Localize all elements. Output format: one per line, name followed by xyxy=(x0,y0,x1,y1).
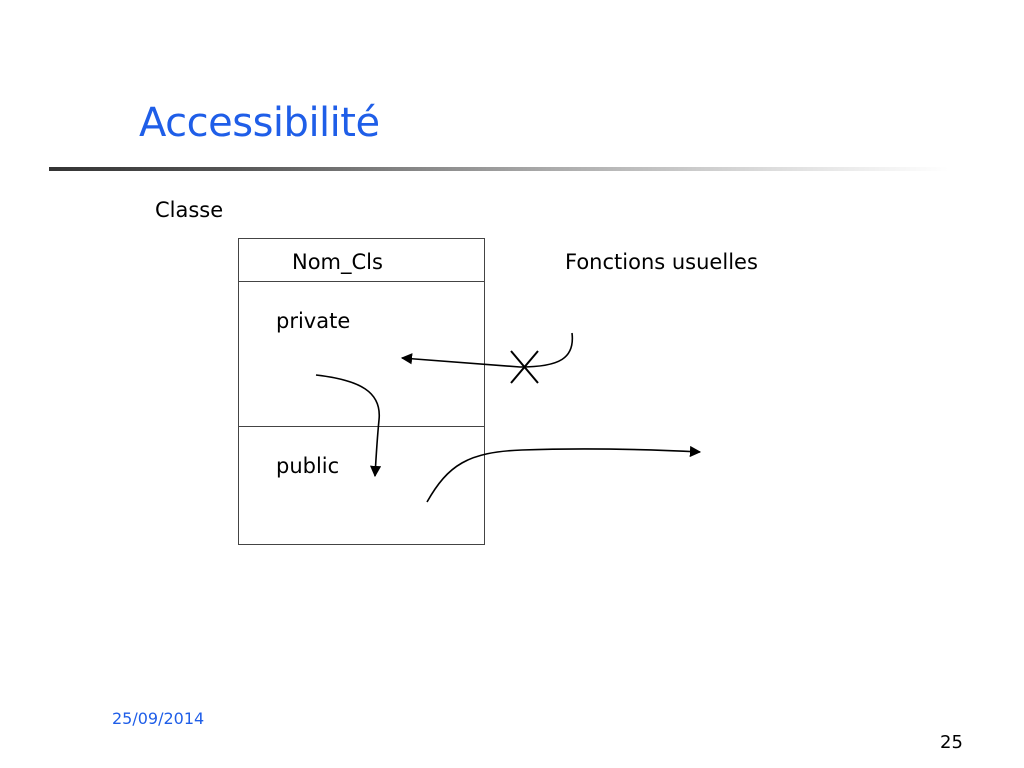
slide-title: Accessibilité xyxy=(139,100,380,146)
class-box xyxy=(238,238,485,545)
class-section-divider xyxy=(239,426,484,427)
public-section-label: public xyxy=(276,454,340,478)
blocked-access-cross xyxy=(511,351,538,383)
class-name-label: Nom_Cls xyxy=(292,250,383,274)
class-caption: Classe xyxy=(155,198,224,222)
external-functions-label: Fonctions usuelles xyxy=(565,250,758,274)
class-header-divider xyxy=(239,281,484,282)
private-section-label: private xyxy=(276,309,351,333)
page-number: 25 xyxy=(940,732,963,753)
title-underline xyxy=(49,167,949,171)
footer-date: 25/09/2014 xyxy=(112,709,205,728)
